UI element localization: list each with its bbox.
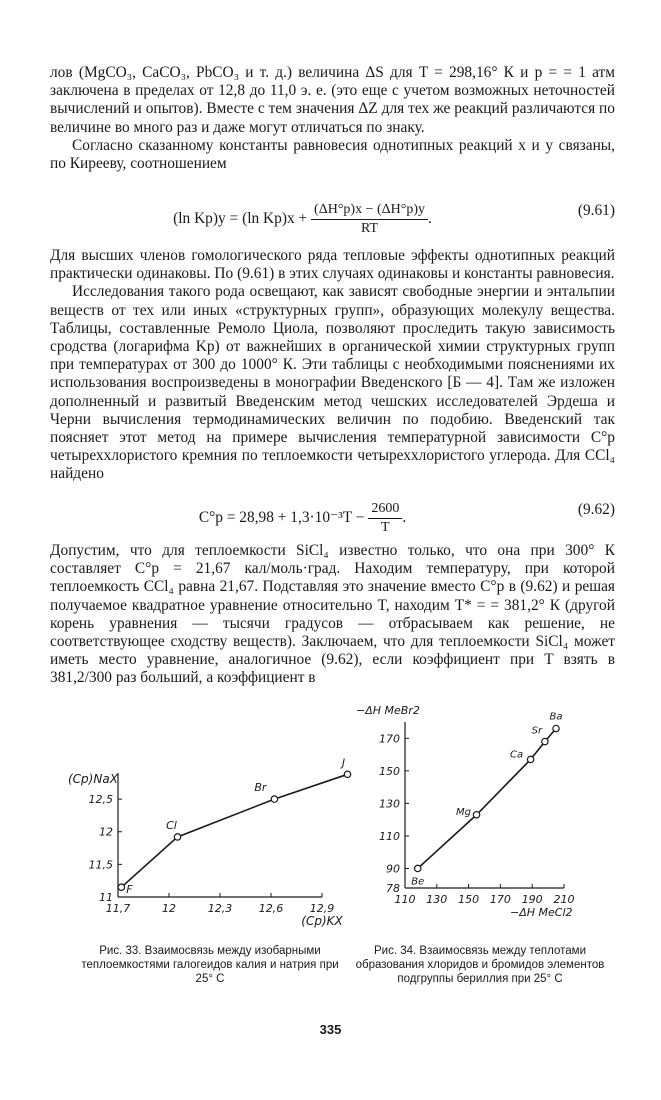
x-tick-label: 110 (394, 893, 416, 906)
equation-denominator: RT (361, 221, 379, 236)
y-axis-title: −ΔH MeBr2 (356, 704, 420, 717)
equation-number: (9.61) (577, 202, 615, 219)
paragraph-1: лов (MgCO₃, CaCO₃, PbCO₃ и т. д.) величина ΔS для T = 298,16° К и p = = 1 атм заключена в пределах от 12,8 до 11,0 э. е. (это еще с учетом возможных неточностей вычислений и опытов). Вместе с тем значения ΔZ для тех же реакций различаются по величине во много раз и даже могут отличаться по знаку. (50, 64, 615, 136)
figure-33-chart (60, 755, 346, 930)
data-point (271, 796, 277, 802)
paragraph-4: Исследования такого рода освещают, как зависят свободные энергии и энтальпии веществ от тех или иных «структурных групп», образующих молекулу вещества. Таблицы, составленные Ремоло Циола, позволяют проследить такую зависимость сродства (логарифма Kp) от важнейших в органической химии структурных групп при температурах от 300 до 1000° К. Эти таблицы с необходимыми пояснениями их использования воспроизведены в монографии Введенского [Б — 4]. Там же изложен дополненный и развитый Введенским метод чешских исследователей Эрдеша и Черни вычисления термодинамических величин по подобию. Введенский так поясняет этот метод на примере вычисления температурной зависимости C°p четыреххлористого кремния по теплоемкости четыреххлористого углерода. Для CCl₄ найдено (50, 283, 615, 483)
x-tick-label: 12,3 (207, 902, 233, 915)
text-block-top (50, 64, 615, 173)
y-tick-label: 78 (386, 882, 400, 895)
equation-numerator: (ΔH°p)x − (ΔH°p)y (311, 202, 428, 220)
equation-lhs: (ln Kp)y = (ln Kp)x + (173, 210, 308, 228)
x-tick-label: 12 (162, 902, 176, 915)
x-tick-label: 12,9 (309, 902, 335, 915)
equation-tail: . (402, 509, 407, 527)
figure-33-caption: Рис. 33. Взаимосвязь между изобарными теплоемкостями галогеидов калия и натрия при 25° С (81, 945, 339, 985)
data-point (553, 725, 559, 731)
x-axis-title: (Cp)KX (301, 914, 343, 928)
equation-9-62 (50, 493, 615, 533)
paragraph-2: Согласно сказанному константы равновесия однотипных реакций x и y связаны, по Кирееву, соотношением (50, 136, 615, 173)
data-point (527, 756, 533, 762)
point-label: F (126, 883, 133, 897)
data-point (118, 884, 124, 890)
paragraph-3: Для высших членов гомологического ряда тепловые эффекты однотипных реакций практически одинаковы. По (9.61) в этих случаях одинаковы и константы равновесия. (50, 247, 615, 283)
figure-34-caption: Рис. 34. Взаимосвязь между теплотами образования хлоридов и бромидов элементов подгруппы бериллия при 25° С (355, 945, 605, 985)
text-block-middle (50, 247, 615, 484)
data-point (542, 738, 548, 744)
y-tick-label: 130 (379, 797, 400, 811)
equation-number: (9.62) (577, 501, 615, 518)
figure-34-chart (350, 700, 580, 920)
equation-numerator: 2600 (368, 501, 402, 519)
point-label: Cl (166, 818, 177, 832)
y-tick-label: 12 (99, 825, 113, 839)
equation-tail: . (428, 210, 432, 228)
paragraph-5: Допустим, что для теплоемкости SiCl₄ известно только, что она при 300° К составляет C°p = 21,67 кал/моль·град. Находим температуру, при которой теплоемкость CCl₄ равна 21,67. Подставляя это значение вместо C°p в (9.62) и решая получаемое квадратное уравнение относительно T, находим T* = = 381,2° К (другой корень уравнения — тысячи градусов — отбрасываем как решение, не соответствующее сходству веществ). Заключаем, что для теплоемкости SiCl₄ может иметь место уравнение, аналогичное (9.62), если коэффициент при T взять в 381,2/300 раз больший, а коэффициент в (50, 542, 615, 687)
equation-9-61 (50, 194, 615, 234)
equation-fraction (368, 501, 402, 536)
point-label: Ba (549, 711, 563, 723)
y-tick-label: 110 (379, 829, 400, 843)
x-tick-label: 190 (521, 893, 543, 906)
y-tick-label: 11 (99, 891, 113, 904)
point-label: Mg (456, 806, 472, 818)
point-label: Be (411, 876, 425, 888)
y-tick-label: 12,5 (88, 793, 113, 807)
x-tick-label: 130 (426, 893, 448, 906)
point-label: J (341, 756, 346, 770)
trend-line (418, 729, 556, 869)
trend-line (121, 774, 347, 887)
y-axis-title: (Cp)NaX (68, 772, 118, 786)
point-label: Br (254, 781, 267, 795)
x-tick-label: 170 (489, 893, 511, 906)
y-tick-label: 150 (379, 764, 400, 778)
data-point (473, 812, 479, 818)
point-label: Ca (510, 749, 524, 761)
x-tick-label: 150 (458, 893, 480, 906)
y-tick-label: 11,5 (88, 858, 113, 872)
y-tick-label: 90 (386, 862, 400, 876)
x-axis-title: −ΔH MeCl2 (510, 906, 573, 919)
y-tick-label: 170 (379, 732, 400, 746)
equation-denominator: T (381, 520, 390, 535)
data-point (174, 834, 180, 840)
x-tick-label: 11,7 (105, 902, 131, 915)
text-block-bottom (50, 542, 615, 688)
data-point (415, 865, 421, 871)
point-label: Sr (531, 725, 543, 737)
equation-fraction (311, 202, 428, 237)
equation-lhs: C°p = 28,98 + 1,3·10⁻³T − (198, 509, 365, 527)
x-tick-label: 12,6 (258, 902, 284, 915)
x-tick-label: 210 (553, 893, 575, 906)
page-number: 335 (319, 1022, 342, 1037)
